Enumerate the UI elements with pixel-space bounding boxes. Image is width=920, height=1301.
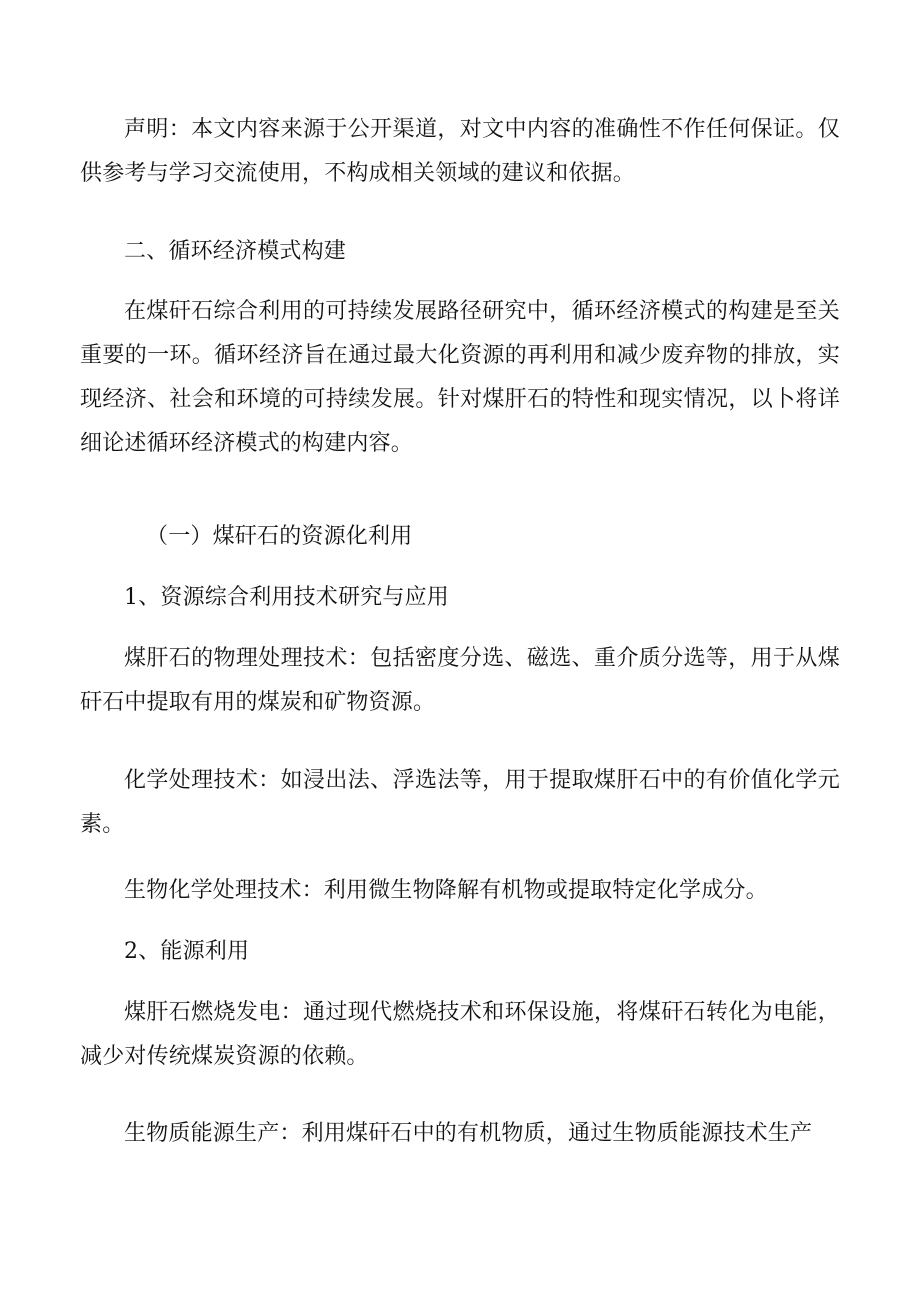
biomass-energy-paragraph: 生物质能源生产：利用煤矸石中的有机物质，通过生物质能源技术生产 xyxy=(124,1121,813,1146)
section-heading: 二、循环经济模式构建 xyxy=(124,239,347,264)
subsection-heading: （一）煤矸石的资源化利用 xyxy=(146,524,413,549)
item-1-heading: 1、资源综合利用技术研究与应用 xyxy=(124,585,449,610)
disclaimer-paragraph: 声明：本文内容来源于公开渠道，对文中内容的准确性不作任何保证。仅供参考与学习交流使用，不构成相关领域的建议和依据。 xyxy=(80,117,840,186)
intro-paragraph: 在煤矸石综合利用的可持续发展路径研究中，循环经济模式的构建是至关重要的一环。循环经济旨在通过最大化资源的再利用和减少废弃物的排放，实现经济、社会和环境的可持续发展。针对煤肝石的特性和现实情况，以卜将详细论述循环经济模式的构建内容。 xyxy=(80,299,840,456)
power-generation-paragraph: 煤肝石燃烧发电：通过现代燃烧技术和环保设施，将煤矸石转化为电能，减少对传统煤炭资源的依赖。 xyxy=(80,1000,840,1069)
item-2-heading: 2、能源利用 xyxy=(124,939,250,964)
biochemical-treatment-paragraph: 生物化学处理技术：利用微生物降解有机物或提取特定化学成分。 xyxy=(124,878,768,903)
physical-treatment-paragraph: 煤肝石的物理处理技术：包括密度分选、磁选、重介质分选等，用于从煤矸石中提取有用的煤炭和矿物资源。 xyxy=(80,646,840,715)
chemical-treatment-paragraph: 化学处理技术：如浸出法、浮选法等，用于提取煤肝石中的有价值化学元素。 xyxy=(80,768,840,837)
